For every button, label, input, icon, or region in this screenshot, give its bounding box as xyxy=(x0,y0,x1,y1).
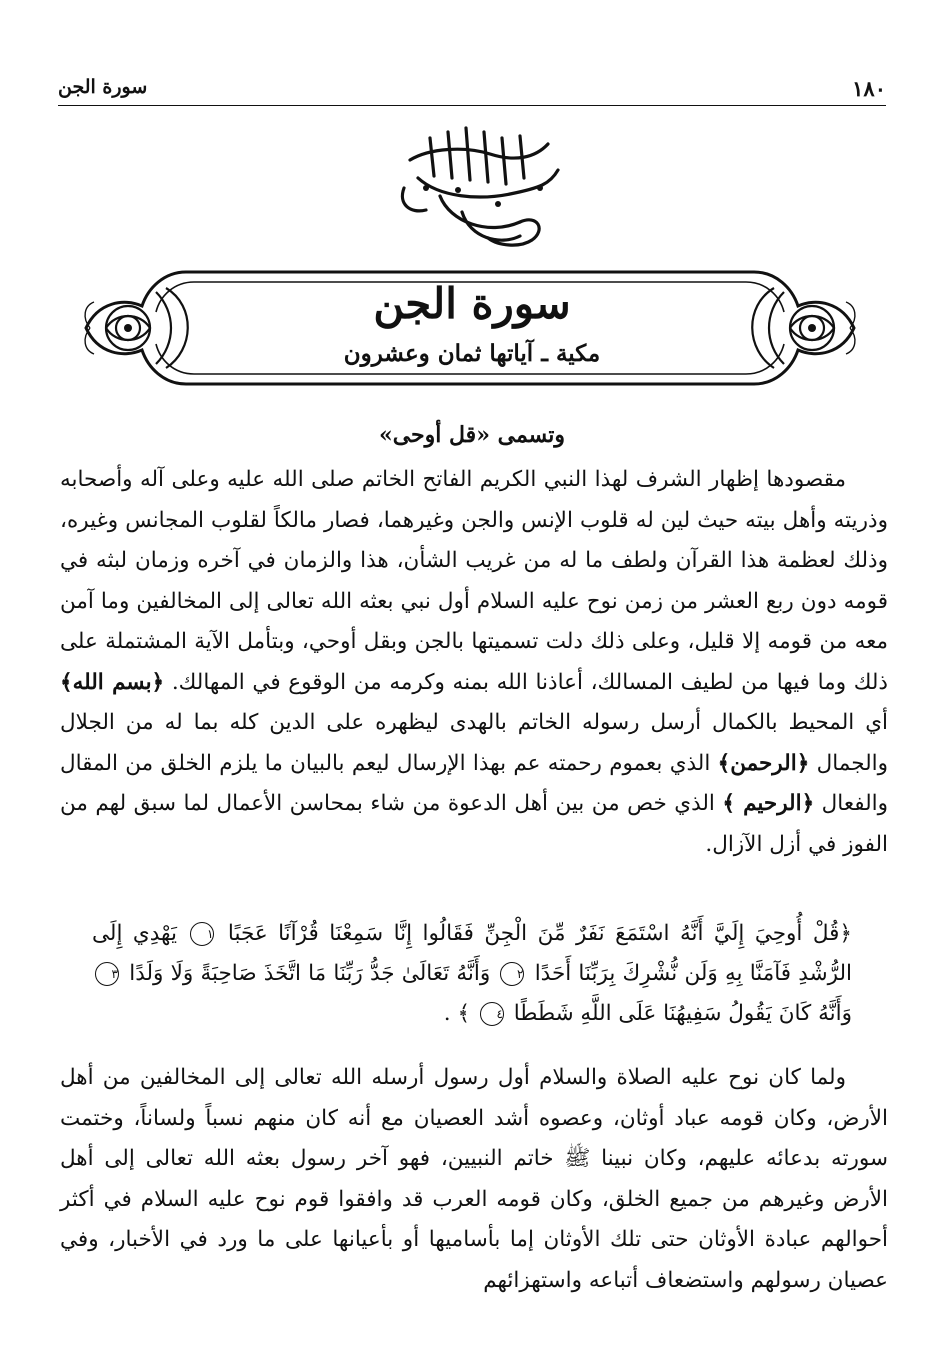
verse-close-bracket: ﴾ . xyxy=(443,1001,471,1026)
alternate-name: وتسمى «قل أوحى» xyxy=(378,422,566,448)
basmala-calligraphy xyxy=(370,118,580,253)
verse-2: يَهْدِي إِلَى الرُّشْدِ فَآمَنَّا بِهِ وَلَن نُّشْرِكَ بِرَبِّنَا أَحَدًا xyxy=(92,921,852,986)
verse-number-4: ٤ xyxy=(480,1002,504,1026)
running-header xyxy=(58,70,886,106)
verse-number-2: ٢ xyxy=(500,962,524,986)
bism-allah-term: ﴿بسم الله﴾ xyxy=(60,669,165,695)
commentary-paragraph xyxy=(60,1058,888,1338)
rahim-term: ﴿الرحيم ﴾ xyxy=(722,791,815,816)
verse-4: وَأَنَّهُ كَانَ يَقُولُ سَفِيهُنَا عَلَى اللَّهِ شَطَطًا xyxy=(513,1001,852,1026)
quran-verses xyxy=(92,914,852,1040)
intro-paragraph xyxy=(60,460,888,892)
page-number: ١٨٠ xyxy=(852,76,886,101)
header-rule xyxy=(58,105,886,106)
verse-1: ﴿قُلْ أُوحِيَ إِلَيَّ أَنَّهُ اسْتَمَعَ نَفَرٌ مِّنَ الْجِنِّ فَقَالُوا إِنَّا سَمِعْنَا قُرْآنًا عَجَبًا xyxy=(227,921,853,946)
surah-subtitle: مكية ـ آياتها ثمان وعشرون xyxy=(343,340,601,367)
intro-text-1: مقصودها إظهار الشرف لهذا النبي الكريم الفاتح الخاتم صلى الله عليه وعلى آله وأصحابه وذريته وأهل بيته حيث لين له قلوب الإنس والجن وغيرهما، فصار مالكاً لقلوب المجانس وغيره، وذلك لعظمة هذا القرآن ولطف ما له من غريب الشأن، هذا والزمان في آخره وزمان لبثه في قومه دون ربع العشر من زمن نوح عليه السلام أول نبي بعثه الله تعالى إلى المخالفين وما آمن معه من قومه إلا قليل، وعلى ذلك دلت تسميتها بالجن وبقل أوحي، وبتأمل الآية المشتملة على ذلك وما فيها من لطيف المسالك، أعاذنا الله بمنه وكرمه من الوقوع في المهالك. xyxy=(60,467,888,695)
verse-3: وَأَنَّهُ تَعَالَىٰ جَدُّ رَبِّنَا مَا اتَّخَذَ صَاحِبَةً وَلَا وَلَدًا xyxy=(129,961,491,986)
running-surah-title: سورة الجن xyxy=(58,76,148,98)
verse-number-3: ٣ xyxy=(95,962,119,986)
intro-text-3: الذي بعموم رحمته عم بهذا الإرسال ليعم بالبيان ما يلزم الخلق من المقال والفعال xyxy=(60,750,888,816)
verse-number-1: ١ xyxy=(190,922,214,946)
rahman-term: ﴿الرحمن﴾ xyxy=(717,750,810,776)
intro-text-4: الذي خص من بين أهل الدعوة من شاء بمحاسن الأعمال لما سبق لهم من الفوز في أزل الآزال. xyxy=(60,791,888,857)
intro-text-2: أي المحيط بالكمال أرسل رسوله الخاتم بالهدى ليظهره على الدين كله بما له من الجلال والجمال xyxy=(60,710,888,776)
surah-title: سورة الجن xyxy=(373,279,571,328)
commentary-text: ولما كان نوح عليه الصلاة والسلام أول رسول أرسله الله تعالى إلى المخالفين من أهل الأرض، وكان قومه عباد أوثان، وعصوه أشد العصيان مع أنه كان منهم نسباً ولساناً، وختمت سورته بدعائه عليهم، وكان نبينا ﷺ خاتم النبيين، فهو آخر رسول بعثه الله تعالى إلى أهل الأرض وغيرهم من جميع الخلق، وكان قومه العرب قد وافقوا قوم نوح عليه السلام في أكثر أحوالهم عبادة الأوثان حتى تلك الأوثان إما بأساميها أو بأعيانها على ما ورد في الأخبار، وفي عصيان رسولهم واستضعاف أتباعه واستهزائهم xyxy=(60,1065,888,1293)
